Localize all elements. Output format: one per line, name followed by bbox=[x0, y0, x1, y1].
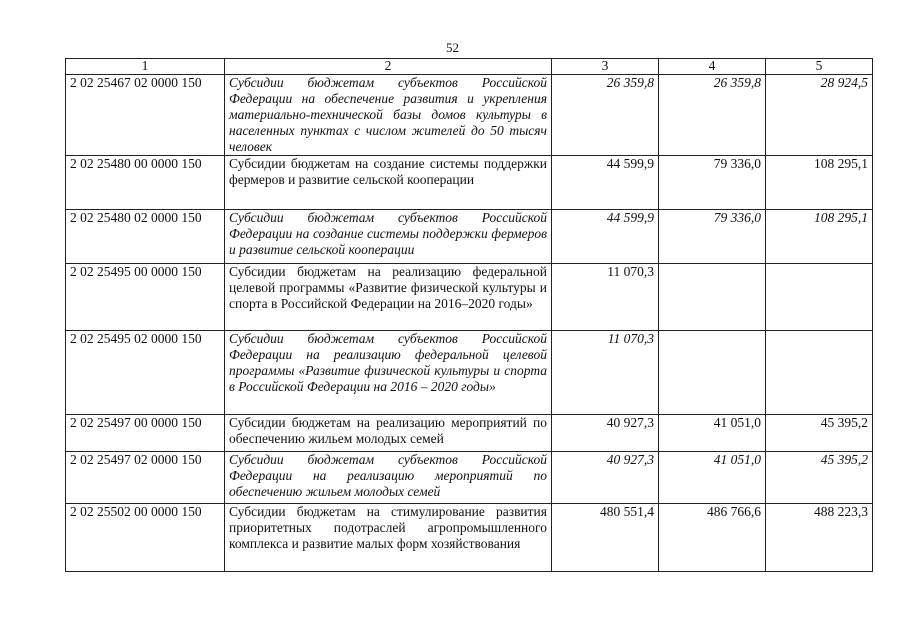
page-number: 52 bbox=[446, 40, 459, 55]
table-row bbox=[66, 415, 873, 452]
table-row bbox=[66, 331, 873, 415]
header-col-3: 3 bbox=[552, 59, 659, 75]
table-row bbox=[66, 75, 873, 156]
value-col-4: 486 766,6 bbox=[659, 504, 766, 572]
budget-code: 2 02 25467 02 0000 150 bbox=[66, 75, 225, 156]
value-col-3: 40 927,3 bbox=[552, 415, 659, 452]
table-row bbox=[66, 504, 873, 572]
value-col-5: 45 395,2 bbox=[766, 452, 873, 504]
value-col-4: 79 336,0 bbox=[659, 210, 766, 264]
value-col-4: 41 051,0 bbox=[659, 452, 766, 504]
value-col-5: 28 924,5 bbox=[766, 75, 873, 156]
value-col-4: 79 336,0 bbox=[659, 156, 766, 210]
header-col-2: 2 bbox=[225, 59, 552, 75]
table-row bbox=[66, 452, 873, 504]
row-description: Субсидии бюджетам на создание системы поддержки фермеров и развитие сельской кооперации bbox=[225, 156, 552, 210]
value-col-5: 108 295,1 bbox=[766, 210, 873, 264]
header-col-1: 1 bbox=[66, 59, 225, 75]
value-col-3: 40 927,3 bbox=[552, 452, 659, 504]
budget-code: 2 02 25480 00 0000 150 bbox=[66, 156, 225, 210]
row-description: Субсидии бюджетам на стимулирование развития приоритетных подотраслей агропромышленного комплекса и развитие малых форм хозяйствования bbox=[225, 504, 552, 572]
row-description: Субсидии бюджетам на реализацию федеральной целевой программы «Развитие физической культуры и спорта в Российской Федерации на 2016–2020 годы» bbox=[225, 264, 552, 331]
value-col-5: 45 395,2 bbox=[766, 415, 873, 452]
row-description: Субсидии бюджетам субъектов Российской Федерации на обеспечение развития и укрепления материально-технической базы домов культуры в населенных пунктах с числом жителей до 50 тысяч человек bbox=[225, 75, 552, 156]
header-col-4: 4 bbox=[659, 59, 766, 75]
table-row bbox=[66, 264, 873, 331]
row-description: Субсидии бюджетам субъектов Российской Федерации на реализацию федеральной целевой программы «Развитие физической культуры и спорта в Российской Федерации на 2016 – 2020 годы» bbox=[225, 331, 552, 415]
budget-code: 2 02 25495 00 0000 150 bbox=[66, 264, 225, 331]
value-col-3: 480 551,4 bbox=[552, 504, 659, 572]
row-description: Субсидии бюджетам на реализацию мероприятий по обеспечению жильем молодых семей bbox=[225, 415, 552, 452]
budget-code: 2 02 25497 02 0000 150 bbox=[66, 452, 225, 504]
table-header-row bbox=[66, 59, 873, 75]
budget-code: 2 02 25497 00 0000 150 bbox=[66, 415, 225, 452]
value-col-3: 11 070,3 bbox=[552, 331, 659, 415]
row-description: Субсидии бюджетам субъектов Российской Федерации на создание системы поддержки фермеров и развитие сельской кооперации bbox=[225, 210, 552, 264]
header-col-5: 5 bbox=[766, 59, 873, 75]
value-col-5: 108 295,1 bbox=[766, 156, 873, 210]
value-col-4 bbox=[659, 331, 766, 415]
value-col-3: 44 599,9 bbox=[552, 210, 659, 264]
value-col-5 bbox=[766, 264, 873, 331]
value-col-3: 26 359,8 bbox=[552, 75, 659, 156]
budget-code: 2 02 25480 02 0000 150 bbox=[66, 210, 225, 264]
value-col-3: 11 070,3 bbox=[552, 264, 659, 331]
row-description: Субсидии бюджетам субъектов Российской Федерации на реализацию мероприятий по обеспечению жильем молодых семей bbox=[225, 452, 552, 504]
value-col-3: 44 599,9 bbox=[552, 156, 659, 210]
value-col-4: 26 359,8 bbox=[659, 75, 766, 156]
value-col-4: 41 051,0 bbox=[659, 415, 766, 452]
budget-table bbox=[65, 58, 873, 572]
budget-code: 2 02 25502 00 0000 150 bbox=[66, 504, 225, 572]
table-row bbox=[66, 156, 873, 210]
value-col-5: 488 223,3 bbox=[766, 504, 873, 572]
budget-code: 2 02 25495 02 0000 150 bbox=[66, 331, 225, 415]
value-col-5 bbox=[766, 331, 873, 415]
table-row bbox=[66, 210, 873, 264]
value-col-4 bbox=[659, 264, 766, 331]
